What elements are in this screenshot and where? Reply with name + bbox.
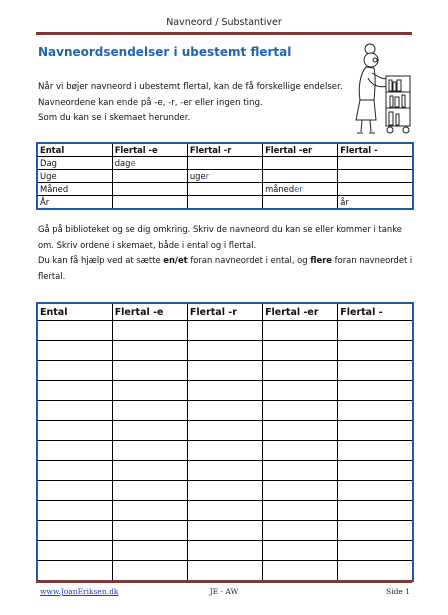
table-row xyxy=(37,501,413,521)
table-row xyxy=(37,521,413,541)
header-flertal-er: Flertal -er xyxy=(263,143,338,157)
writing-cell[interactable] xyxy=(263,521,338,541)
writing-cell[interactable] xyxy=(187,541,262,561)
writing-cell[interactable] xyxy=(37,501,112,521)
cell-flertal-none xyxy=(338,183,413,196)
writing-cell[interactable] xyxy=(263,541,338,561)
writing-cell[interactable] xyxy=(338,361,413,381)
writing-cell[interactable] xyxy=(263,481,338,501)
cell-ental: Uge xyxy=(37,170,112,183)
table-row xyxy=(37,321,413,341)
table-row xyxy=(37,401,413,421)
writing-cell[interactable] xyxy=(338,561,413,582)
writing-cell[interactable] xyxy=(338,461,413,481)
writing-cell[interactable] xyxy=(37,521,112,541)
cell-flertal-r xyxy=(187,157,262,170)
writing-cell[interactable] xyxy=(37,321,112,341)
cell-flertal-e xyxy=(112,196,187,210)
writing-cell[interactable] xyxy=(187,321,262,341)
writing-cell[interactable] xyxy=(187,561,262,582)
footer-page-number: Side 1 xyxy=(386,587,410,596)
header-flertal-none: Flertal - xyxy=(338,303,413,321)
intro-text xyxy=(38,80,358,127)
writing-cell[interactable] xyxy=(187,521,262,541)
task-text-part: Du kan få hjælp ved at sætte xyxy=(38,255,164,265)
writing-cell[interactable] xyxy=(187,501,262,521)
writing-cell[interactable] xyxy=(37,341,112,361)
intro-line-1: Når vi bøjer navneord i ubestemt flertal, kan de få forskellige endelser. xyxy=(38,82,343,92)
writing-cell[interactable] xyxy=(37,401,112,421)
writing-cell[interactable] xyxy=(112,481,187,501)
writing-cell[interactable] xyxy=(112,401,187,421)
table-row xyxy=(37,381,413,401)
table-row xyxy=(37,441,413,461)
writing-cell[interactable] xyxy=(112,461,187,481)
page-header: Navneord / Substantiver xyxy=(166,17,282,28)
cell-flertal-r xyxy=(187,196,262,210)
writing-cell[interactable] xyxy=(338,381,413,401)
table-row xyxy=(37,361,413,381)
footer-website-link[interactable]: www.JoanEriksen.dk xyxy=(40,587,119,596)
footer-author: JE - AW xyxy=(209,587,239,596)
word-ending: er xyxy=(294,183,303,194)
header-flertal-e: Flertal -e xyxy=(112,303,187,321)
table-row xyxy=(37,183,413,196)
table-row xyxy=(37,481,413,501)
cell-flertal-e xyxy=(112,183,187,196)
cell-flertal-e xyxy=(112,157,187,170)
writing-cell[interactable] xyxy=(263,441,338,461)
writing-cell[interactable] xyxy=(112,421,187,441)
writing-cell[interactable] xyxy=(263,561,338,582)
writing-cell[interactable] xyxy=(187,481,262,501)
writing-cell[interactable] xyxy=(263,361,338,381)
writing-cell[interactable] xyxy=(263,341,338,361)
header-rule xyxy=(36,32,412,35)
table-row xyxy=(37,341,413,361)
cell-flertal-none xyxy=(338,157,413,170)
footer-rule xyxy=(36,580,412,583)
cell-ental: År xyxy=(37,196,112,210)
writing-cell[interactable] xyxy=(112,361,187,381)
cell-flertal-e xyxy=(112,170,187,183)
word-stem: uge xyxy=(189,170,206,181)
librarian-illustration xyxy=(350,40,416,138)
writing-cell[interactable] xyxy=(112,521,187,541)
header-flertal-r: Flertal -r xyxy=(187,303,262,321)
cell-flertal-er xyxy=(263,157,338,170)
header-ental: Ental xyxy=(37,143,112,157)
table-row xyxy=(37,461,413,481)
task-text xyxy=(38,222,414,284)
exercise-table-body xyxy=(37,321,413,582)
writing-cell[interactable] xyxy=(338,321,413,341)
page-title: Navneordsendelser i ubestemt flertal xyxy=(38,45,292,59)
writing-cell[interactable] xyxy=(263,381,338,401)
cell-ental: Måned xyxy=(37,183,112,196)
header-ental: Ental xyxy=(37,303,112,321)
header-flertal-e: Flertal -e xyxy=(112,143,187,157)
writing-cell[interactable] xyxy=(263,461,338,481)
header-flertal-none: Flertal - xyxy=(338,143,413,157)
exercise-table xyxy=(36,302,414,582)
writing-cell[interactable] xyxy=(37,421,112,441)
writing-cell[interactable] xyxy=(263,501,338,521)
table-header-row xyxy=(37,303,413,321)
writing-cell[interactable] xyxy=(263,321,338,341)
word-stem: dag xyxy=(114,157,131,168)
writing-cell[interactable] xyxy=(338,441,413,461)
word-ending: e xyxy=(130,157,136,168)
cell-flertal-er xyxy=(263,183,338,196)
writing-cell[interactable] xyxy=(37,561,112,582)
table-row xyxy=(37,421,413,441)
writing-cell[interactable] xyxy=(187,441,262,461)
header-flertal-er: Flertal -er xyxy=(263,303,338,321)
writing-cell[interactable] xyxy=(338,341,413,361)
writing-cell[interactable] xyxy=(338,521,413,541)
writing-cell[interactable] xyxy=(338,421,413,441)
word-ending: r xyxy=(205,170,210,181)
table-header-row xyxy=(37,143,413,157)
writing-cell[interactable] xyxy=(338,401,413,421)
cell-flertal-none xyxy=(338,170,413,183)
writing-cell[interactable] xyxy=(187,461,262,481)
writing-cell[interactable] xyxy=(187,381,262,401)
cell-flertal-er xyxy=(263,170,338,183)
table-row xyxy=(37,196,413,210)
writing-cell[interactable] xyxy=(37,361,112,381)
task-text-part: foran navneordet i ental, og xyxy=(187,255,311,265)
writing-cell[interactable] xyxy=(112,441,187,461)
intro-line-3: Som du kan se i skemaet herunder. xyxy=(38,113,191,123)
writing-cell[interactable] xyxy=(37,481,112,501)
table-row xyxy=(37,170,413,183)
writing-cell[interactable] xyxy=(37,381,112,401)
task-emphasis-flere: flere xyxy=(310,255,332,265)
cell-ental: Dag xyxy=(37,157,112,170)
writing-cell[interactable] xyxy=(112,341,187,361)
writing-cell[interactable] xyxy=(112,561,187,582)
writing-cell[interactable] xyxy=(37,541,112,561)
task-paragraph-2 xyxy=(38,253,414,284)
writing-cell[interactable] xyxy=(187,361,262,381)
task-paragraph-1: Gå på biblioteket og se dig omkring. Skriv de navneord du kan se eller kommer i tanke om. Skriv ordene i skemaet, både i ental og i flertal. xyxy=(38,224,402,250)
table-row xyxy=(37,561,413,582)
cell-flertal-r xyxy=(187,170,262,183)
example-table xyxy=(36,142,414,210)
writing-cell[interactable] xyxy=(37,441,112,461)
writing-cell[interactable] xyxy=(338,481,413,501)
header-flertal-r: Flertal -r xyxy=(187,143,262,157)
writing-cell[interactable] xyxy=(112,381,187,401)
cell-flertal-none: år xyxy=(338,196,413,210)
writing-cell[interactable] xyxy=(338,501,413,521)
writing-cell[interactable] xyxy=(187,341,262,361)
table-row xyxy=(37,541,413,561)
writing-cell[interactable] xyxy=(187,421,262,441)
writing-cell[interactable] xyxy=(112,501,187,521)
writing-cell[interactable] xyxy=(112,321,187,341)
writing-cell[interactable] xyxy=(338,541,413,561)
writing-cell[interactable] xyxy=(263,401,338,421)
writing-cell[interactable] xyxy=(37,461,112,481)
writing-cell[interactable] xyxy=(263,421,338,441)
table-row xyxy=(37,157,413,170)
writing-cell[interactable] xyxy=(187,401,262,421)
task-emphasis-en-et: en/et xyxy=(163,255,188,265)
writing-cell[interactable] xyxy=(112,541,187,561)
intro-line-2: Navneordene kan ende på -e, -r, -er eller ingen ting. xyxy=(38,97,263,108)
word-stem: måned xyxy=(265,183,295,194)
cell-flertal-r xyxy=(187,183,262,196)
task-text-part: foran navneordet i flertal. xyxy=(38,255,413,281)
cell-flertal-er xyxy=(263,196,338,210)
